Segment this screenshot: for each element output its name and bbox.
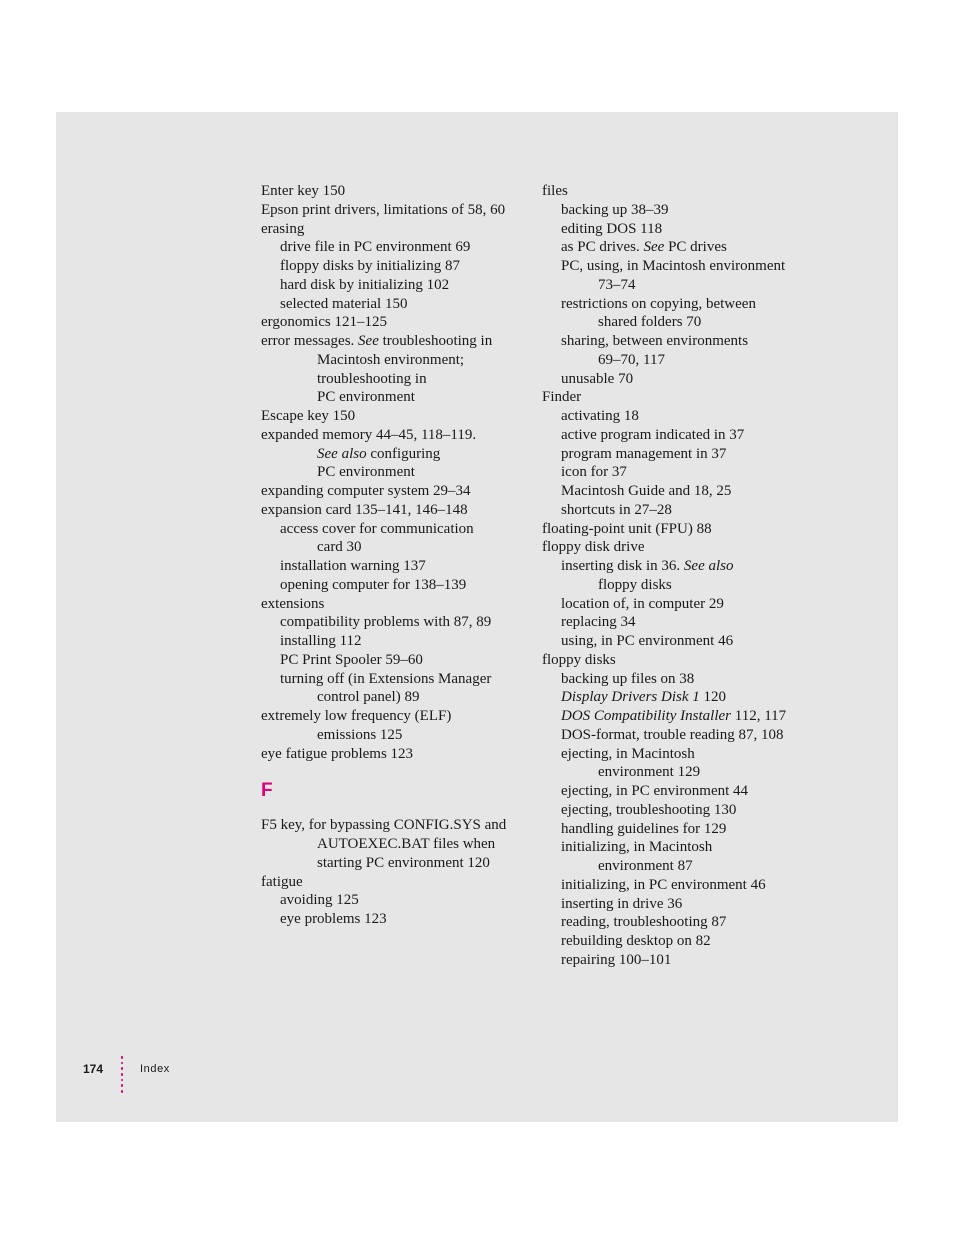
index-entry-text: PC environment — [317, 464, 415, 481]
index-entry-text: activating 18 — [561, 408, 639, 424]
index-entry-italic-text: See also — [317, 445, 367, 462]
index-entry-text: expansion card 135–141, 146–148 — [261, 501, 468, 518]
index-entry — [542, 538, 832, 557]
index-entry-continuation — [261, 854, 531, 873]
index-subentry — [542, 801, 832, 820]
index-entry — [261, 332, 531, 351]
index-entry-text: erasing — [261, 220, 305, 237]
footer-section-title: Index — [140, 1063, 170, 1075]
index-entry-text: floppy disk drive — [542, 539, 645, 556]
index-entry-text: repairing 100–101 — [561, 951, 672, 968]
index-entry-text: Macintosh environment; — [317, 351, 465, 368]
index-column-right — [542, 182, 832, 970]
index-entry-text: 120 — [699, 689, 726, 706]
footer-dotted-rule — [120, 1056, 124, 1096]
index-entries-f-continued — [542, 182, 832, 970]
index-entry-italic-text: See — [643, 239, 665, 256]
index-entry-continuation — [261, 445, 531, 464]
index-subentry — [542, 632, 832, 651]
index-entry-continuation — [542, 313, 832, 332]
index-entry-text: eye problems 123 — [280, 911, 387, 927]
index-subentry — [542, 295, 832, 314]
index-entry — [261, 313, 531, 332]
index-entry-continuation — [542, 276, 832, 295]
index-entry-text: F5 key, for bypassing CONFIG.SYS and — [261, 817, 507, 834]
index-entry-continuation — [542, 763, 832, 782]
section-letter-heading: F — [261, 780, 273, 802]
index-subentry — [261, 276, 531, 295]
index-entry-text: DOS-format, trouble reading 87, 108 — [561, 726, 784, 743]
index-subentry — [542, 407, 832, 426]
index-subentry — [542, 951, 832, 970]
index-entry-text: installing 112 — [280, 633, 362, 649]
index-subentry — [542, 913, 832, 932]
index-subentry — [542, 670, 832, 689]
index-subentry — [542, 220, 832, 239]
index-entry — [261, 816, 531, 835]
index-entry-text: avoiding 125 — [280, 892, 359, 909]
index-entry — [261, 873, 531, 892]
index-entry-text: selected material 150 — [280, 295, 408, 312]
index-entry-text: inserting disk in 36. — [561, 558, 684, 574]
index-subentry — [542, 613, 832, 632]
index-entry-continuation — [261, 835, 531, 854]
index-subentry — [261, 238, 531, 257]
index-subentry — [261, 520, 531, 539]
index-subentry — [261, 891, 531, 910]
index-entry-text: hard disk by initializing 102 — [280, 276, 450, 293]
index-subentry — [542, 445, 832, 464]
index-entry-text: ejecting, troubleshooting 130 — [561, 801, 737, 818]
index-entry-text: card 30 — [317, 539, 362, 556]
index-entry-text: 112, 117 — [731, 708, 787, 724]
index-entry-italic-text: DOS Compatibility Installer — [561, 708, 731, 724]
index-subentry — [542, 501, 832, 520]
index-entry-continuation — [261, 351, 531, 370]
index-entry-text: troubleshooting in — [378, 333, 493, 349]
index-subentry — [261, 613, 531, 632]
index-entry-text: eye fatigue problems 123 — [261, 745, 414, 762]
index-entry — [261, 220, 531, 239]
index-entry-text: editing DOS 118 — [561, 220, 663, 237]
index-entry-text: program management in 37 — [561, 445, 727, 462]
index-subentry — [542, 238, 832, 257]
index-entry-text: floating-point unit (FPU) 88 — [542, 520, 712, 537]
index-entry-text: using, in PC environment 46 — [561, 633, 734, 649]
index-subentry — [261, 651, 531, 670]
index-subentry — [261, 557, 531, 576]
index-entry-text: environment 129 — [598, 764, 701, 781]
index-entry-text: configuring — [366, 445, 441, 462]
index-subentry — [542, 782, 832, 801]
index-entry — [261, 201, 531, 220]
index-entry-text: initializing, in Macintosh — [561, 839, 713, 856]
index-subentry — [542, 426, 832, 445]
index-column-left — [261, 182, 531, 929]
index-entry-italic-text: See — [358, 333, 379, 349]
index-entry-text: floppy disks — [598, 576, 672, 593]
index-subentry — [261, 670, 531, 689]
index-entry-text: Enter key 150 — [261, 183, 346, 199]
index-subentry — [542, 820, 832, 839]
index-subentry — [542, 332, 832, 351]
index-subentry — [542, 726, 832, 745]
index-entry-text: location of, in computer 29 — [561, 595, 724, 612]
index-entry-text: control panel) 89 — [317, 689, 420, 706]
index-entry-continuation — [261, 388, 531, 407]
index-entry-text: extensions — [261, 595, 325, 612]
index-entry-text: PC drives — [664, 239, 727, 256]
index-entry-text: 69–70, 117 — [598, 351, 665, 368]
index-entry-italic-text: Display Drivers Disk 1 — [561, 689, 700, 706]
index-entry-continuation — [261, 688, 531, 707]
index-entry-text: PC, using, in Macintosh environment — [561, 258, 786, 274]
index-entry — [542, 182, 832, 201]
index-subentry — [261, 910, 531, 929]
index-subentry — [542, 745, 832, 764]
index-entry — [261, 745, 531, 764]
index-entry — [261, 501, 531, 520]
index-entry-text: fatigue — [261, 873, 303, 890]
index-entry-italic-text: See also — [683, 558, 734, 574]
index-entry — [261, 426, 531, 445]
index-entry-continuation — [542, 857, 832, 876]
index-subentry — [261, 576, 531, 595]
index-subentry — [542, 201, 832, 220]
index-entry-text: PC environment — [317, 389, 415, 406]
index-entry-text: active program indicated in 37 — [561, 426, 745, 443]
index-entry — [261, 407, 531, 426]
index-entry-text: ergonomics 121–125 — [261, 314, 387, 331]
index-entry — [261, 595, 531, 614]
index-subentry — [542, 838, 832, 857]
index-subentry — [542, 370, 832, 389]
index-entry-continuation — [261, 370, 531, 389]
index-entries-e — [261, 182, 531, 763]
index-subentry — [542, 895, 832, 914]
index-entry-text: as PC drives. — [561, 239, 644, 256]
index-entry-continuation — [261, 538, 531, 557]
index-entry-text: turning off (in Extensions Manager — [280, 670, 492, 687]
index-entry-text: emissions 125 — [317, 726, 403, 743]
index-entry-text: backing up files on 38 — [561, 670, 695, 687]
index-entry-text: error messages. — [261, 333, 359, 349]
index-subentry — [261, 257, 531, 276]
index-entry-continuation — [542, 351, 832, 370]
index-entry-text: shortcuts in 27–28 — [561, 501, 672, 518]
index-entry — [542, 388, 832, 407]
index-entry-text: floppy disks — [542, 651, 616, 668]
index-entry-text: inserting in drive 36 — [561, 895, 683, 912]
index-entry-text: files — [542, 183, 568, 199]
index-subentry — [542, 932, 832, 951]
index-entry — [261, 182, 531, 201]
index-entry — [542, 520, 832, 539]
index-entry-text: compatibility problems with 87, 89 — [280, 614, 492, 631]
index-entry — [261, 482, 531, 501]
index-entry-text: handling guidelines for 129 — [561, 820, 727, 837]
index-entry-text: floppy disks by initializing 87 — [280, 258, 460, 274]
index-entry-text: restrictions on copying, between — [561, 295, 756, 312]
index-entry-text: shared folders 70 — [598, 314, 702, 331]
index-entry-text: Epson print drivers, limitations of 58, 60 — [261, 201, 506, 218]
index-entry-text: reading, troubleshooting 87 — [561, 914, 727, 931]
index-entry-text: expanding computer system 29–34 — [261, 483, 471, 499]
index-entry-continuation — [261, 726, 531, 745]
index-entry — [261, 707, 531, 726]
index-subentry — [542, 482, 832, 501]
index-entry-text: extremely low frequency (ELF) — [261, 708, 452, 724]
page-number: 174 — [83, 1062, 104, 1076]
index-entry-text: unusable 70 — [561, 370, 634, 387]
index-entry-text: ejecting, in Macintosh — [561, 745, 695, 762]
index-entry-text: icon for 37 — [561, 464, 627, 481]
index-entry — [542, 651, 832, 670]
index-entry-text: initializing, in PC environment 46 — [561, 876, 766, 893]
index-entry-text: replacing 34 — [561, 614, 636, 631]
index-entry-text: drive file in PC environment 69 — [280, 239, 471, 256]
index-entry-text: backing up 38–39 — [561, 201, 669, 218]
index-entry-text: expanded memory 44–45, 118–119. — [261, 426, 477, 443]
index-entry-text: Finder — [542, 389, 582, 406]
index-entry-text: opening computer for 138–139 — [280, 576, 467, 593]
index-entry-text: access cover for communication — [280, 520, 474, 537]
index-subentry — [261, 295, 531, 314]
index-entry-text: rebuilding desktop on 82 — [561, 933, 711, 949]
index-entries-f — [261, 816, 531, 929]
index-entry-text: Macintosh Guide and 18, 25 — [561, 483, 732, 499]
index-subentry — [261, 632, 531, 651]
index-page — [56, 112, 898, 1122]
index-entry-text: ejecting, in PC environment 44 — [561, 783, 749, 799]
index-subentry — [542, 876, 832, 895]
index-entry-text: Escape key 150 — [261, 408, 356, 424]
index-subentry — [542, 595, 832, 614]
index-entry-text: environment 87 — [598, 858, 693, 874]
index-subentry — [542, 463, 832, 482]
index-subentry — [542, 688, 832, 707]
index-entry-text: sharing, between environments — [561, 333, 749, 349]
index-entry-continuation — [261, 463, 531, 482]
index-entry-text: AUTOEXEC.BAT files when — [317, 836, 496, 852]
index-subentry — [542, 257, 832, 276]
index-entry-text: starting PC environment 120 — [317, 854, 490, 871]
index-subentry — [542, 707, 832, 726]
index-entry-text: 73–74 — [598, 276, 636, 293]
index-entry-text: installation warning 137 — [280, 558, 426, 574]
index-entry-text: troubleshooting in — [317, 370, 427, 387]
index-subentry — [542, 557, 832, 576]
index-entry-text: PC Print Spooler 59–60 — [280, 651, 423, 668]
index-entry-continuation — [542, 576, 832, 595]
